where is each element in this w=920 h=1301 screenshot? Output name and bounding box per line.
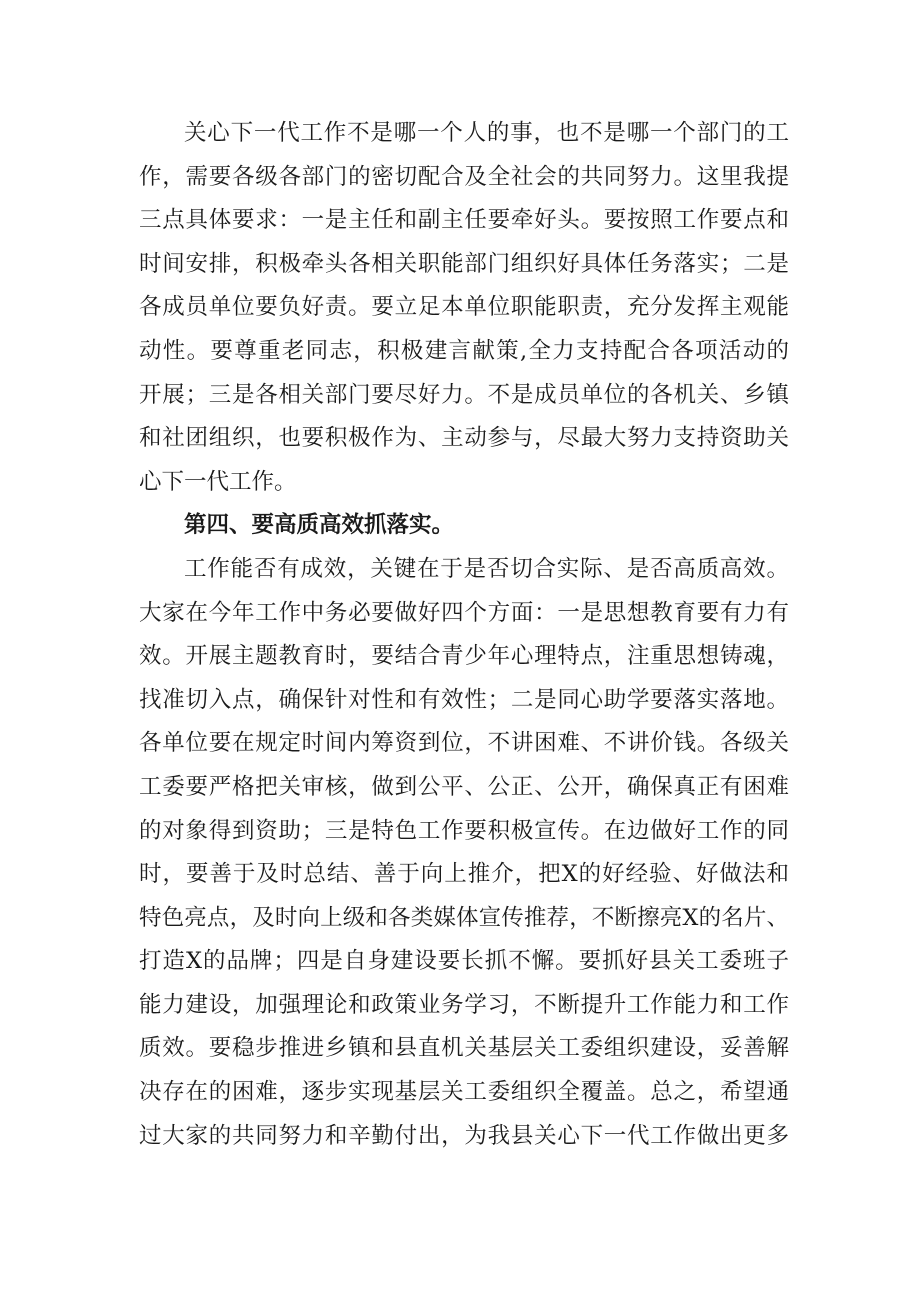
text-line: 各成员单位要负好责。要立足本单位职能职责，充分发挥主观能 (139, 294, 789, 321)
text-line: 效。开展主题教育时，要结合青少年心理特点，注重思想铸魂， (139, 643, 789, 670)
section-heading: 第四、要高质高效抓落实。 (184, 512, 455, 539)
text-line: 各单位要在规定时间内筹资到位，不讲困难、不讲价钱。各级关 (139, 730, 789, 757)
text-line: 作，需要各级各部门的密切配合及全社会的共同努力。这里我提 (139, 163, 789, 190)
text-line: 工作能否有成效，关键在于是否切合实际、是否高质高效。 (184, 555, 789, 582)
paragraph-requirements (139, 112, 789, 504)
paragraph-implementation (139, 548, 789, 1158)
text-line: 决存在的困难，逐步实现基层关工委组织全覆盖。总之，希望通 (139, 1079, 789, 1106)
text-line: 特色亮点，及时向上级和各类媒体宣传推荐，不断擦亮X的名片、 (139, 904, 789, 931)
text-line: 找准切入点，确保针对性和有效性；二是同心助学要落实落地。 (139, 686, 789, 713)
text-line: 打造X的品牌；四是自身建设要长抓不懈。要抓好县关工委班子 (139, 948, 789, 975)
text-line: 过大家的共同努力和辛勤付出，为我县关心下一代工作做出更多 (139, 1122, 789, 1149)
text-line: 大家在今年工作中务必要做好四个方面：一是思想教育要有力有 (139, 599, 789, 626)
text-line: 工委要严格把关审核，做到公平、公正、公开，确保真正有困难 (139, 773, 789, 800)
text-line: 质效。要稳步推进乡镇和县直机关基层关工委组织建设，妥善解 (139, 1035, 789, 1062)
text-line: 开展；三是各相关部门要尽好力。不是成员单位的各机关、乡镇 (139, 381, 789, 408)
text-line: 时，要善于及时总结、善于向上推介，把X的好经验、好做法和 (139, 861, 789, 888)
text-line: 和社团组织，也要积极作为、主动参与，尽最大努力支持资助关 (139, 425, 789, 452)
text-line: 三点具体要求：一是主任和副主任要牵好头。要按照工作要点和 (139, 207, 789, 234)
text-line: 的对象得到资助；三是特色工作要积极宣传。在边做好工作的同 (139, 817, 789, 844)
text-line: 关心下一代工作不是哪一个人的事，也不是哪一个部门的工 (184, 120, 789, 146)
text-line: 动性。要尊重老同志，积极建言献策,全力支持配合各项活动的 (139, 337, 789, 364)
document-body (139, 112, 789, 1158)
text-line: 时间安排，积极牵头各相关职能部门组织好具体任务落实；二是 (139, 250, 789, 277)
text-line: 心下一代工作。 (139, 468, 297, 495)
text-line: 能力建设，加强理论和政策业务学习，不断提升工作能力和工作 (139, 991, 789, 1018)
